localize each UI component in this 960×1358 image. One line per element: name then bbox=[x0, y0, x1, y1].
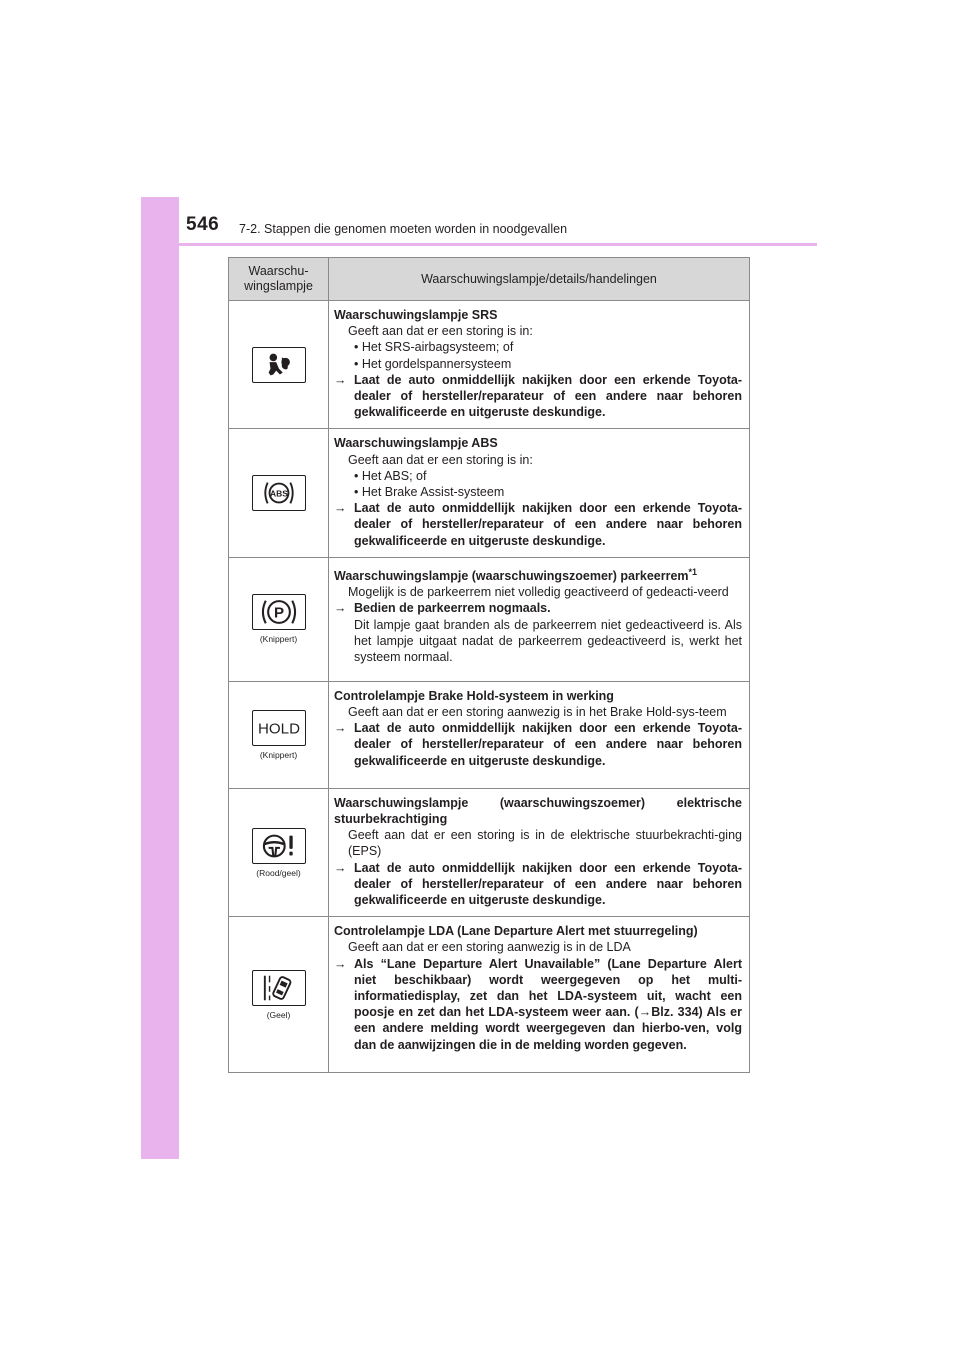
text-cell bbox=[329, 788, 750, 916]
arrow-icon: → bbox=[334, 501, 347, 516]
header-rule bbox=[141, 243, 817, 246]
icon-cell bbox=[229, 429, 329, 557]
action-text: Bedien de parkeerrem nogmaals. bbox=[354, 601, 551, 616]
row-description: Geeft aan dat er een storing aanwezig is in het Brake Hold-sys-teem bbox=[348, 705, 727, 720]
arrow-icon: → bbox=[334, 372, 347, 387]
icon-cell bbox=[229, 917, 329, 1073]
row-title-text: Waarschuwingslampje (waarschuwingszoemer) parkeerrem bbox=[334, 569, 689, 583]
icon-cell bbox=[229, 681, 329, 788]
bullet-item: • Het Brake Assist-systeem bbox=[354, 485, 505, 500]
table-row bbox=[229, 917, 750, 1073]
steering-wheel-warning-icon bbox=[252, 828, 306, 864]
table-row bbox=[229, 557, 750, 681]
table-row bbox=[229, 681, 750, 788]
action-text: Laat de auto onmiddellijk nakijken door een erkende Toyota-dealer of hersteller/reparateur of een andere naar behoren gekwalificeerde en uitgeruste deskundige. bbox=[354, 721, 742, 768]
arrow-icon: → bbox=[334, 601, 347, 616]
row-action bbox=[334, 500, 742, 549]
icon-caption: (Rood/geel) bbox=[256, 867, 301, 878]
icon-caption: (Knippert) bbox=[259, 634, 298, 645]
parking-brake-icon bbox=[252, 594, 306, 630]
page-number: 546 bbox=[186, 214, 220, 235]
lane-departure-icon bbox=[252, 970, 306, 1006]
arrow-icon: → bbox=[334, 860, 347, 875]
row-title: Waarschuwingslampje ABS bbox=[334, 436, 498, 451]
table-row bbox=[229, 429, 750, 557]
abs-icon-label: ABS bbox=[269, 488, 288, 499]
text-cell bbox=[329, 557, 750, 681]
icon-cell bbox=[229, 788, 329, 916]
table-row bbox=[229, 301, 750, 429]
bullet-item: • Het SRS-airbagsysteem; of bbox=[354, 340, 514, 355]
action-text: Als “Lane Departure Alert Unavailable” (Lane Departure Alert niet beschikbaar) wordt weergegeven op het multi-informatiedisplay, zet dan het LDA-systeem uit, wacht een poosje en zet dan het LDA-systeem weer aan. (→Blz. 334) Als er een andere melding wordt weergegeven dan hierbo-ven, volg dan de aanwijzingen die in de melding worden gegeven. bbox=[354, 956, 742, 1052]
arrow-icon: → bbox=[334, 721, 347, 736]
row-description: Geeft aan dat er een storing aanwezig is in de LDA bbox=[348, 940, 631, 955]
row-action bbox=[334, 372, 742, 421]
warning-lights-table bbox=[228, 257, 750, 1073]
row-description: Mogelijk is de parkeerrem niet volledig geactiveerd of gedeacti-veerd bbox=[348, 585, 729, 600]
column-header-light: Waarschu- wingslampje bbox=[229, 258, 329, 301]
section-title: 7-2. Stappen die genomen moeten worden in noodgevallen bbox=[239, 222, 568, 236]
text-cell bbox=[329, 681, 750, 788]
row-description: Geeft aan dat er een storing is in: bbox=[348, 452, 533, 467]
text-cell bbox=[329, 429, 750, 557]
row-action bbox=[334, 600, 742, 616]
table-row bbox=[229, 788, 750, 916]
hold-icon-label: HOLD bbox=[257, 720, 300, 738]
row-description: Geeft aan dat er een storing is in de elektrische stuurbekrachti-ging (EPS) bbox=[348, 828, 742, 859]
action-text: Laat de auto onmiddellijk nakijken door een erkende Toyota-dealer of hersteller/reparateur of een andere naar behoren gekwalificeerde en uitgeruste deskundige. bbox=[354, 372, 742, 420]
hold-icon bbox=[252, 710, 306, 746]
side-tab-bar bbox=[141, 197, 179, 1159]
arrow-icon: → bbox=[334, 956, 347, 971]
row-title: Waarschuwingslampje SRS bbox=[334, 308, 498, 322]
row-action bbox=[334, 956, 742, 1053]
icon-caption: (Knippert) bbox=[259, 749, 298, 760]
row-title: Controlelampje Brake Hold-systeem in werking bbox=[334, 688, 614, 703]
airbag-person-icon bbox=[252, 347, 306, 383]
bullet-item: • Het gordelspannersysteem bbox=[354, 356, 512, 371]
action-text: Laat de auto onmiddellijk nakijken door een erkende Toyota-dealer of hersteller/reparateur of een andere naar behoren gekwalificeerde en uitgeruste deskundige. bbox=[354, 501, 742, 548]
text-cell bbox=[329, 917, 750, 1073]
icon-cell bbox=[229, 301, 329, 429]
row-description: Geeft aan dat er een storing is in: bbox=[348, 324, 533, 339]
text-cell bbox=[329, 301, 750, 429]
abs-icon bbox=[252, 475, 306, 511]
row-title: Controlelampje LDA (Lane Departure Alert met stuurregeling) bbox=[334, 924, 698, 939]
icon-cell bbox=[229, 557, 329, 681]
bullet-item: • Het ABS; of bbox=[354, 468, 427, 483]
row-action bbox=[334, 860, 742, 909]
table-header-row bbox=[229, 258, 750, 301]
parking-icon-label: P bbox=[273, 605, 284, 623]
action-text: Laat de auto onmiddellijk nakijken door een erkende Toyota-dealer of hersteller/reparateur of een andere naar behoren gekwalificeerde en uitgeruste deskundige. bbox=[354, 860, 742, 908]
footnote-marker: *1 bbox=[688, 566, 698, 577]
row-title bbox=[334, 564, 742, 584]
row-action bbox=[334, 720, 742, 769]
column-header-details: Waarschuwingslampje/details/handelingen bbox=[329, 258, 750, 301]
row-note: Dit lampje gaat branden als de parkeerrem niet gedeactiveerd is. Als het lampje uitgaat nadat de parkeerrem gedeactiveerd is, werkt het systeem normaal. bbox=[354, 617, 742, 665]
row-title: Waarschuwingslampje (waarschuwingszoemer) elektrische stuurbekrachtiging bbox=[334, 795, 742, 827]
icon-caption: (Geel) bbox=[266, 1009, 291, 1020]
